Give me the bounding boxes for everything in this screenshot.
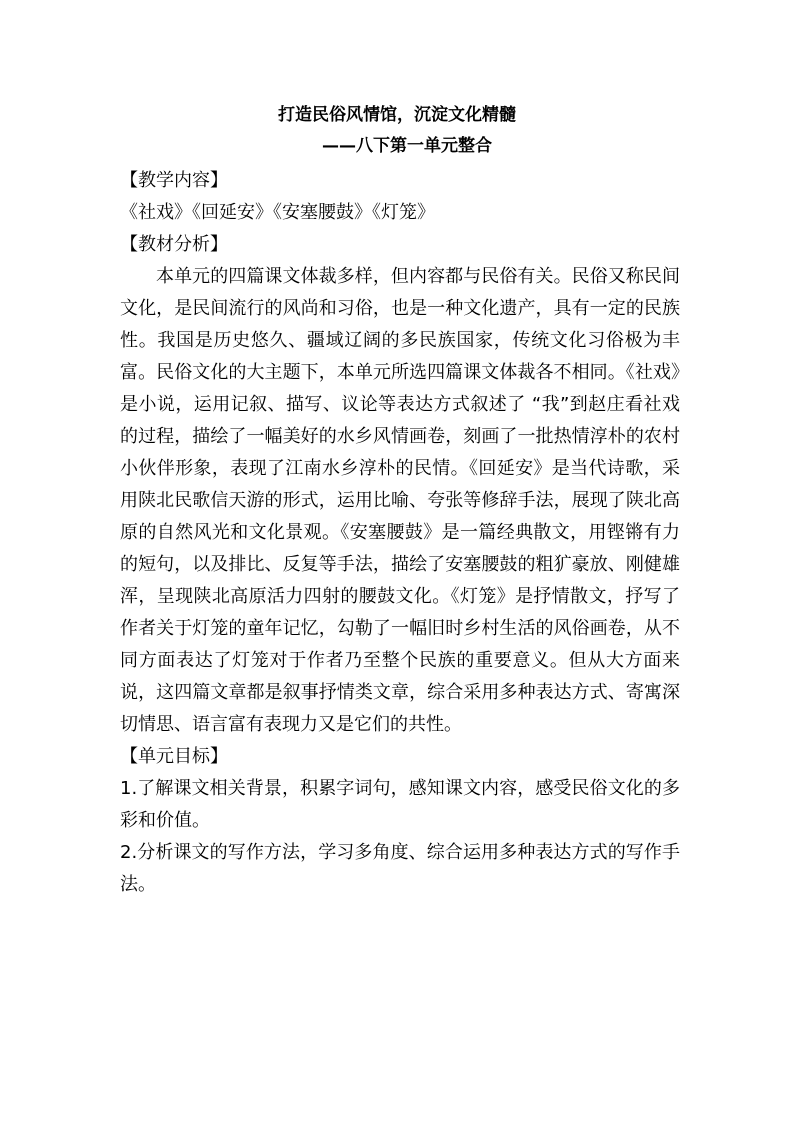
section-heading-unit-goals: 【单元目标】 bbox=[120, 746, 228, 767]
document-title: 打造民俗风情馆，沉淀文化精髓 bbox=[278, 105, 516, 125]
teaching-content-text: 《社戏》《回延安》《安塞腰鼓》《灯笼》 bbox=[120, 202, 435, 223]
document-body bbox=[120, 165, 680, 901]
textbook-analysis-paragraph: 本单元的四篇课文体裁多样，但内容都与民俗有关。民俗又称民间文化，是民间流行的风尚和习俗，也是一种文化遗产，具有一定的民族性。我国是历史悠久、疆域辽阔的多民族国家，传统文化习俗极为丰富。民俗文化的大主题下，本单元所选四篇课文体裁各不相同。《社戏》是小说，运用记叙、描写、议论等表达方式叙述了 “我”到赵庄看社戏的过程，描绘了一幅美好的水乡风情画卷，刻画了一批热情淳朴的农村小伙伴形象，表现了江南水乡淳朴的民情。《回延安》是当代诗歌，采用陕北民歌信天游的形式，运用比喻、夸张等修辞手法，展现了陕北高原的自然风光和文化景观。《安塞腰鼓》是一篇经典散文，用铿锵有力的短句，以及排比、反复等手法，描绘了安塞腰鼓的粗犷豪放、刚健雄浑，呈现陕北高原活力四射的腰鼓文化。《灯笼》是抒情散文，抒写了作者关于灯笼的童年记忆，勾勒了一幅旧时乡村生活的风俗画卷，从不同方面表达了灯笼对于作者乃至整个民族的重要意义。但从大方面来说，这四篇文章都是叙事抒情类文章，综合采用多种表达方式、寄寓深切情思、语言富有表现力又是它们的共性。 bbox=[120, 266, 680, 735]
section-heading-textbook-analysis: 【教材分析】 bbox=[120, 234, 228, 255]
section-heading-teaching-content: 【教学内容】 bbox=[120, 170, 228, 191]
unit-goal-item-2: 2.分析课文的写作方法，学习多角度、综合运用多种表达方式的写作手法。 bbox=[120, 842, 680, 895]
document-subtitle: ——八下第一单元整合 bbox=[322, 136, 492, 156]
unit-goal-item-1: 1.了解课文相关背景，积累字词句，感知课文内容，感受民俗文化的多彩和价值。 bbox=[120, 778, 680, 831]
